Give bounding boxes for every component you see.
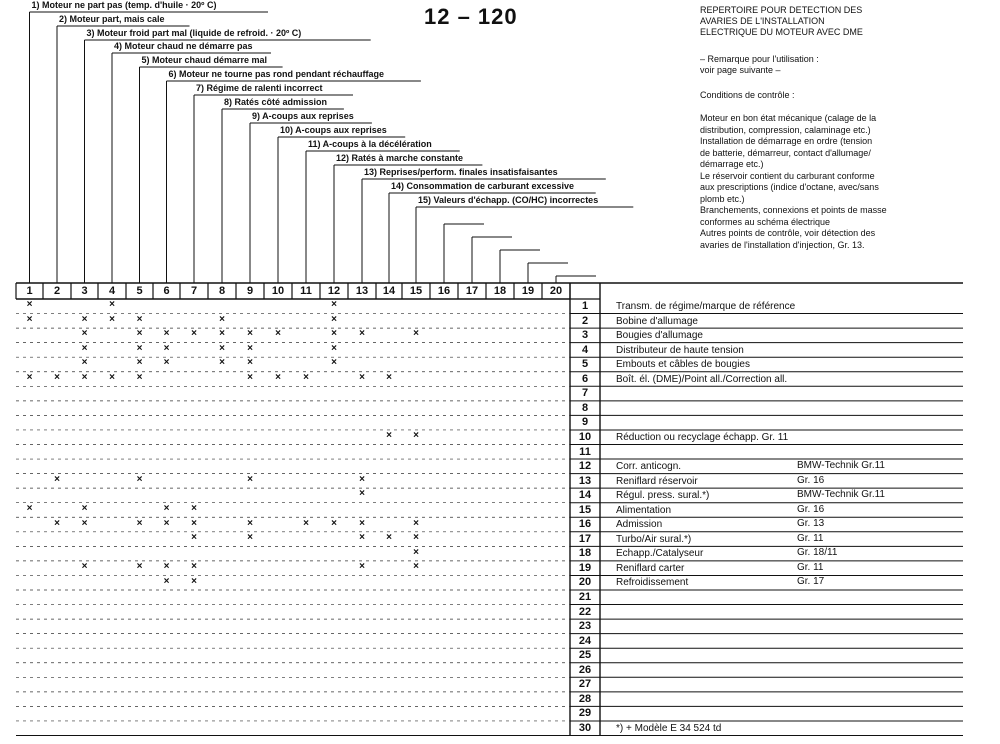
check-mark: × [26, 372, 33, 384]
condition-line: Installation de démarrage en ordre (tension [700, 136, 873, 146]
symptom-label: 7) Régime de ralenti incorrect [196, 83, 323, 93]
check-mark: × [136, 372, 143, 384]
check-mark: × [359, 372, 365, 384]
condition-line: conformes au schéma électrique [700, 216, 831, 227]
check-mark: × [359, 488, 365, 500]
column-number: 5 [136, 285, 143, 297]
check-mark: × [163, 575, 170, 587]
row-number: 23 [578, 620, 592, 633]
column-number: 1 [26, 285, 33, 297]
check-mark: × [163, 502, 170, 514]
row-number: 19 [578, 561, 592, 574]
condition-line: distribution, compression, calaminage etc.) [700, 124, 871, 135]
symptom-label: 8) Ratés côté admission [224, 97, 328, 107]
component-label: Reniflard réservoir [616, 475, 698, 487]
check-mark: × [191, 532, 197, 544]
manual-reference: Gr. 11 [797, 532, 824, 544]
symptom-label: 11) A-coups à la décélération [308, 139, 432, 149]
row-number: 21 [578, 591, 592, 603]
column-number: 19 [521, 285, 535, 297]
row-number: 20 [578, 576, 592, 589]
component-label: Transm. de régime/marque de référence [616, 301, 796, 312]
component-label: *) + Modèle E 34 524 td [616, 722, 722, 734]
symptom-label: 1) Moteur ne part pas (temp. d'huile · 20º C) [31, 0, 217, 10]
condition-line: de batterie, démarreur, contact d'allumage/ [700, 147, 871, 158]
check-mark: × [191, 502, 197, 514]
check-mark: × [109, 299, 115, 311]
row-number: 11 [579, 445, 591, 458]
column-number: 2 [53, 285, 61, 297]
check-mark: × [191, 561, 197, 573]
row-number: 22 [578, 605, 592, 618]
check-mark: × [359, 473, 365, 485]
check-mark: × [54, 372, 60, 384]
check-mark: × [26, 299, 33, 311]
check-mark: × [81, 357, 88, 369]
page-number: 12 – 120 [424, 4, 518, 29]
symptom-label: 13) Reprises/perform. finales insatisfaisantes [364, 167, 558, 177]
check-mark: × [219, 342, 225, 354]
check-mark: × [219, 328, 225, 340]
check-mark: × [247, 532, 253, 544]
row-number: 27 [578, 678, 592, 691]
component-label: Réduction ou recyclage échapp. Gr. 11 [616, 431, 789, 443]
check-mark: × [413, 328, 419, 340]
conditions-heading: Conditions de contrôle : [700, 90, 795, 100]
column-number: 12 [327, 285, 341, 297]
symptom-label: 6) Moteur ne tourne pas rond pendant réchauffage [168, 69, 385, 79]
check-mark: × [81, 313, 88, 325]
row-number: 8 [581, 401, 589, 414]
check-mark: × [331, 357, 337, 369]
check-mark: × [163, 357, 170, 369]
row-number: 30 [578, 721, 592, 734]
check-mark: × [247, 357, 253, 369]
column-number: 20 [549, 285, 563, 297]
symptom-label: 9) A-coups aux reprises [252, 111, 354, 121]
component-label: Echapp./Catalyseur [616, 548, 704, 560]
check-mark: × [386, 430, 392, 442]
symptom-label: 2) Moteur part, mais cale [59, 14, 165, 24]
row-number: 28 [578, 692, 592, 705]
check-mark: × [54, 517, 60, 529]
manual-reference: BMW-Technik Gr.11 [797, 489, 885, 501]
column-number: 10 [271, 285, 285, 297]
title-line: ELECTRIQUE DU MOTEUR AVEC DME [700, 27, 863, 37]
symptom-label: 5) Moteur chaud démarre mal [141, 55, 268, 65]
row-number: 15 [578, 503, 592, 516]
check-mark: × [247, 372, 253, 384]
symptom-label: 4) Moteur chaud ne démarre pas [114, 41, 253, 51]
symptom-label: 3) Moteur froid part mal (liquide de refroid. · 20º C) [86, 28, 302, 38]
check-mark: × [359, 517, 365, 529]
check-mark: × [81, 372, 88, 384]
row-number: 14 [578, 489, 592, 502]
check-mark: × [26, 502, 33, 514]
check-mark: × [413, 561, 419, 573]
check-mark: × [163, 517, 170, 529]
check-mark: × [136, 561, 143, 573]
check-mark: × [331, 342, 337, 354]
title-line: REPERTOIRE POUR DETECTION DES [700, 5, 863, 15]
check-mark: × [219, 313, 225, 325]
condition-line: Le réservoir contient du carburant conforme [700, 170, 875, 181]
row-number: 12 [578, 460, 592, 473]
check-mark: × [163, 328, 170, 340]
component-label: Régul. press. sural.*) [616, 490, 710, 502]
condition-line: Autres points de contrôle, voir détection des [700, 228, 876, 238]
component-label: Corr. anticogn. [616, 461, 682, 473]
check-mark: × [136, 328, 143, 340]
component-label: Alimentation [616, 504, 672, 516]
row-number: 5 [581, 358, 589, 371]
check-mark: × [413, 430, 419, 442]
row-number: 13 [578, 474, 592, 487]
row-number: 26 [578, 663, 592, 676]
check-mark: × [413, 546, 419, 558]
manual-reference: Gr. 13 [797, 518, 825, 530]
manual-reference: Gr. 11 [797, 561, 824, 573]
column-number: 14 [382, 285, 396, 297]
check-mark: × [413, 517, 419, 529]
check-mark: × [359, 561, 365, 573]
check-mark: × [191, 328, 197, 340]
check-mark: × [136, 313, 143, 325]
manual-reference: Gr. 16 [797, 503, 825, 515]
row-number: 25 [578, 649, 592, 662]
symptom-label: 14) Consommation de carburant excessive [391, 181, 575, 191]
check-mark: × [81, 328, 88, 340]
component-label: Distributeur de haute tension [616, 344, 744, 356]
check-mark: × [109, 313, 115, 325]
check-mark: × [219, 357, 225, 369]
condition-line: Moteur en bon état mécanique (calage de la [700, 113, 877, 123]
check-mark: × [275, 372, 281, 384]
symptom-label: 15) Valeurs d'échapp. (CO/HC) incorrectes [418, 195, 599, 205]
check-mark: × [413, 532, 419, 544]
condition-line: plomb etc.) [700, 193, 745, 204]
manual-reference: BMW-Technik Gr.11 [797, 460, 885, 472]
check-mark: × [54, 473, 60, 485]
component-label: Reniflard carter [616, 562, 685, 574]
check-mark: × [359, 328, 365, 340]
remark-line: voir page suivante – [700, 65, 781, 75]
row-number: 1 [581, 300, 589, 312]
condition-line: Branchements, connexions et points de masse [700, 205, 887, 215]
column-number: 6 [163, 285, 170, 297]
check-mark: × [247, 517, 253, 529]
check-mark: × [386, 532, 392, 544]
check-mark: × [247, 342, 253, 354]
component-label: Bougies d'allumage [616, 330, 703, 342]
check-mark: × [331, 299, 337, 311]
check-mark: × [136, 342, 143, 354]
check-mark: × [303, 372, 309, 384]
component-label: Turbo/Air sural.*) [616, 533, 692, 545]
column-number: 9 [246, 285, 254, 297]
check-mark: × [331, 328, 337, 340]
check-mark: × [331, 517, 337, 529]
row-number: 18 [578, 547, 592, 560]
check-mark: × [136, 473, 143, 485]
condition-line: avaries de l'installation d'injection, Gr. 13. [700, 239, 865, 250]
column-number: 17 [465, 285, 479, 297]
check-mark: × [81, 502, 88, 514]
manual-reference: Gr. 18/11 [797, 547, 838, 559]
row-number: 9 [581, 416, 589, 429]
row-number: 24 [578, 634, 592, 647]
column-number: 18 [493, 285, 507, 297]
row-number: 29 [578, 707, 592, 720]
check-mark: × [247, 473, 253, 485]
check-mark: × [303, 517, 309, 529]
row-number: 7 [581, 387, 589, 400]
component-label: Boît. él. (DME)/Point all./Correction all. [616, 373, 788, 385]
component-label: Bobine d'allumage [616, 315, 698, 327]
symptom-label: 10) A-coups aux reprises [280, 125, 387, 135]
row-number: 4 [581, 343, 589, 356]
row-number: 2 [581, 314, 589, 327]
check-mark: × [386, 372, 392, 384]
column-number: 8 [218, 285, 226, 297]
symptom-label: 12) Ratés à marche constante [336, 153, 464, 163]
column-number: 7 [190, 285, 198, 297]
row-number: 16 [578, 518, 592, 531]
column-number: 16 [437, 285, 451, 297]
check-mark: × [247, 328, 253, 340]
row-number: 3 [581, 329, 589, 342]
row-number: 6 [581, 372, 589, 385]
check-mark: × [191, 517, 197, 529]
check-mark: × [26, 313, 33, 325]
component-label: Embouts et câbles de bougies [616, 359, 750, 371]
check-mark: × [109, 372, 115, 384]
row-number: 17 [578, 532, 592, 545]
component-label: Admission [616, 519, 663, 531]
check-mark: × [136, 357, 143, 369]
condition-line: aux prescriptions (indice d'octane, avec/sans [700, 182, 879, 192]
condition-line: démarrage etc.) [700, 159, 764, 169]
check-mark: × [163, 342, 170, 354]
component-label: Refroidissement [616, 577, 689, 589]
column-number: 11 [300, 285, 312, 297]
check-mark: × [81, 517, 88, 529]
column-number: 3 [81, 285, 88, 297]
remark-line: – Remarque pour l'utilisation : [700, 54, 819, 64]
column-number: 15 [409, 285, 423, 297]
manual-reference: Gr. 17 [797, 576, 825, 588]
check-mark: × [191, 575, 197, 587]
column-number: 4 [108, 285, 116, 297]
check-mark: × [163, 561, 170, 573]
check-mark: × [81, 342, 88, 354]
check-mark: × [359, 532, 365, 544]
check-mark: × [81, 561, 88, 573]
manual-reference: Gr. 16 [797, 474, 825, 486]
check-mark: × [275, 328, 281, 340]
title-line: AVARIES DE L'INSTALLATION [700, 16, 825, 26]
row-number: 10 [578, 430, 592, 443]
column-number: 13 [355, 285, 369, 297]
check-mark: × [136, 517, 143, 529]
check-mark: × [331, 313, 337, 325]
